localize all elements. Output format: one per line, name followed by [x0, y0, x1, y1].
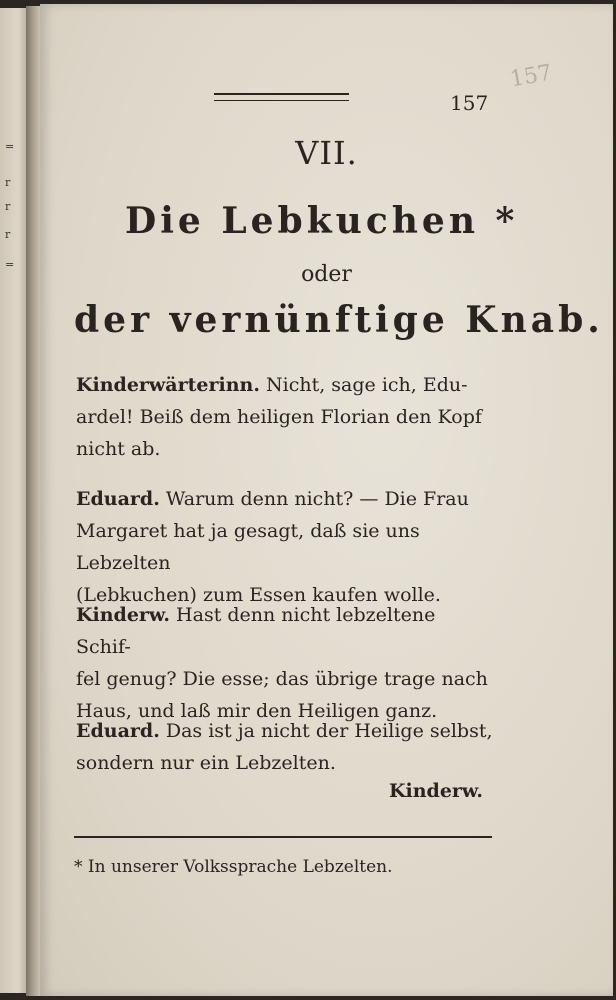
left-margin-mark: = — [5, 258, 15, 271]
text-line: sondern nur ein Lebzelten. — [76, 752, 336, 774]
text-line: Nicht, sage ich, Edu- — [266, 374, 468, 396]
left-margin-mark: r — [5, 176, 11, 189]
speaker-name: Kinderwärterinn. — [76, 374, 260, 396]
text-line: Margaret hat ja gesagt, daß sie uns Lebzelten — [76, 520, 420, 574]
dialogue-paragraph — [76, 369, 496, 465]
catchword: Kinderw. — [389, 780, 483, 802]
left-margin-mark: r — [5, 200, 11, 213]
previous-page-edge — [0, 8, 26, 993]
left-margin-mark: r — [5, 228, 11, 241]
text-line: Haus, und laß mir den Heiligen ganz. — [76, 700, 438, 722]
book-page — [40, 4, 613, 996]
text-line: ardel! Beiß dem heiligen Florian den Kopf — [76, 406, 482, 428]
speaker-name: Eduard. — [76, 720, 160, 742]
book-gutter — [26, 6, 40, 996]
title-line-3: der vernünftige Knab. — [74, 299, 604, 341]
dialogue-paragraph — [76, 599, 496, 727]
dialogue-paragraph — [76, 715, 496, 779]
speaker-name: Kinderw. — [76, 604, 170, 626]
footnote-rule — [74, 836, 492, 838]
chapter-number: VII. — [295, 134, 358, 172]
text-line: Das ist ja nicht der Heilige selbst, — [165, 720, 493, 742]
left-margin-mark: = — [5, 140, 15, 153]
text-line: Hast denn nicht lebzeltene Schif- — [76, 604, 436, 658]
text-line: Warum denn nicht? — Die Frau — [165, 488, 469, 510]
page-number: 157 — [450, 91, 489, 115]
text-line: (Lebkuchen) zum Essen kaufen wolle. — [76, 584, 441, 606]
library-mark: 157 — [508, 60, 554, 93]
text-line: fel genug? Die esse; das übrige trage nach — [76, 668, 488, 690]
title-line-1: Die Lebkuchen * — [125, 200, 519, 242]
header-rule — [214, 93, 349, 101]
speaker-name: Eduard. — [76, 488, 160, 510]
footnote: * In unserer Volkssprache Lebzelten. — [74, 857, 393, 877]
dialogue-paragraph — [76, 483, 496, 611]
title-line-2: oder — [301, 262, 352, 287]
text-line: nicht ab. — [76, 438, 161, 460]
